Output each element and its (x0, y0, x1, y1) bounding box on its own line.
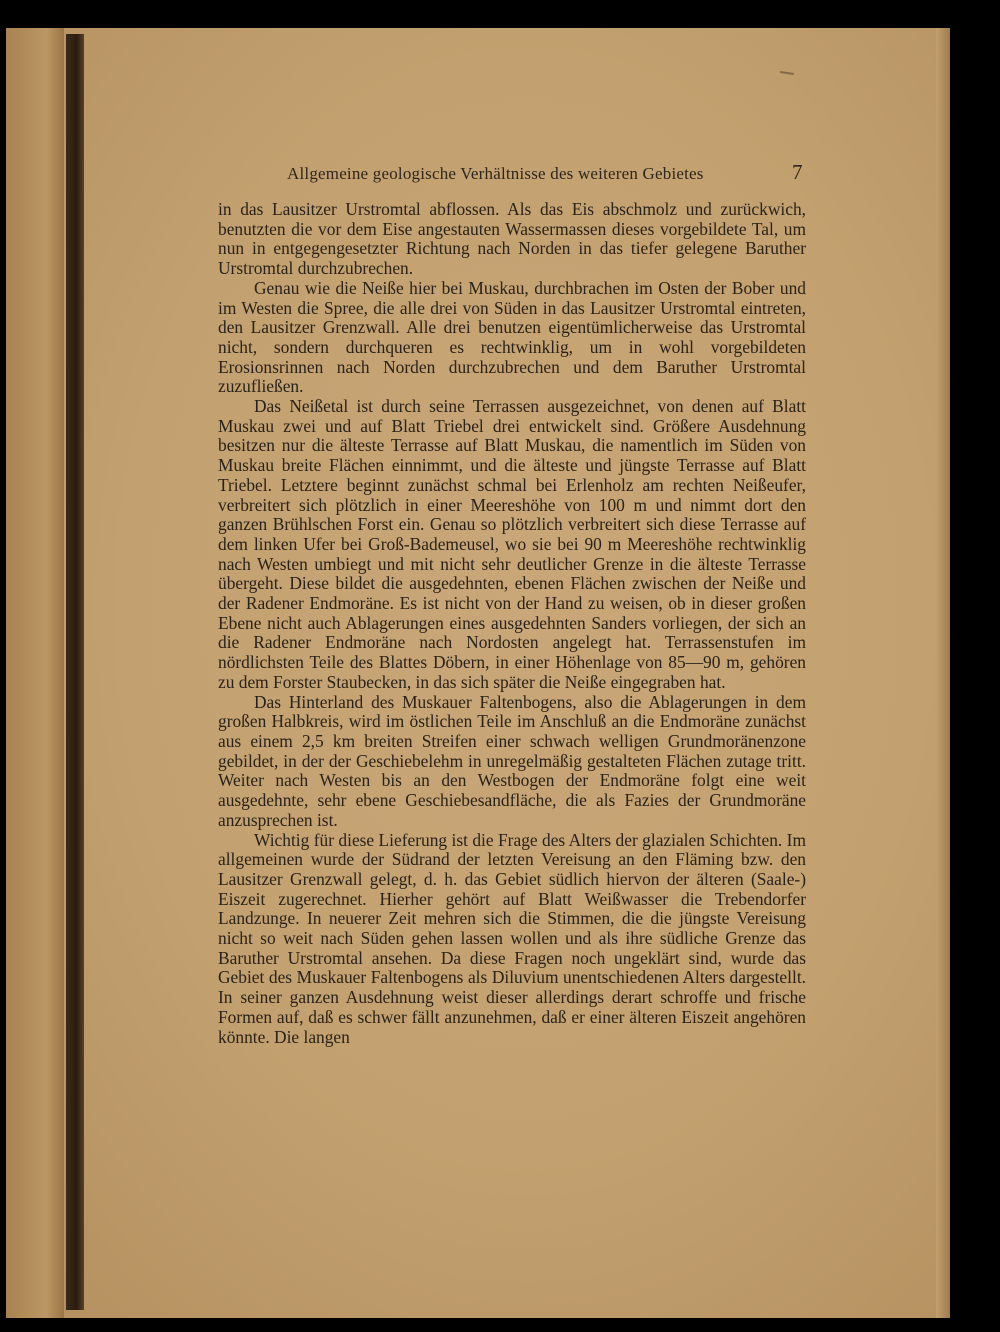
paragraph: Das Hinterland des Muskauer Faltenbogens, also die Ablagerungen in dem großen Halbkreis, wird im östlichen Teile im Anschluß an die Endmoräne zunächst aus einem 2,5 km breiten Streifen einer schwach welligen Grundmoränenzone gebildet, in der der Geschiebelehm in unregelmäßig gestalteten Flächen zutage tritt. Weiter nach Westen bis an den Westbogen der Endmoräne folgt eine weit ausgedehnte, sehr ebene Geschiebesandfläche, die als Fazies der Grundmoräne anzusprechen ist. (218, 691, 806, 830)
paragraph: Das Neißetal ist durch seine Terrassen ausgezeichnet, von denen auf Blatt Muskau zwei und auf Blatt Triebel drei entwickelt sind. Größere Ausdehnung besitzen nur die älteste Terrasse auf Blatt Muskau, die namentlich im Süden von Muskau breite Flächen einnimmt, und die älteste und jüngste Terrasse auf Blatt Triebel. Letztere beginnt zunächst schmal bei Erlenholz am rechten Neißeufer, verbreitert sich plötzlich in einer Meereshöhe von 100 m und nimmt dort den ganzen Brühlschen Forst ein. Genau so plötzlich verbreitert sich diese Terrasse auf dem linken Ufer bei Groß-Bademeusel, wo sie bei 90 m Meereshöhe rechtwinklig nach Westen umbiegt und mit nicht sehr deutlicher Grenze in die älteste Terrasse übergeht. Diese bildet die ausgedehnten, ebenen Flächen zwischen der Neiße und der Radener Endmoräne. Es ist nicht von der Hand zu weisen, ob in dieser großen Ebene nicht auch Ablagerungen eines ausgedehnten Sanders vorliegen, der sich an die Radener Endmoräne nach Nordosten angelegt hat. Terrassenstufen im nördlichsten Teile des Blattes Döbern, in einer Höhenlage von 85—90 m, gehören zu dem Forster Staubecken, in das sich später die Neiße eingegraben hat. (218, 396, 806, 692)
page-right-edge (936, 28, 950, 1318)
paragraph: in das Lausitzer Urstromtal abflossen. Als das Eis abschmolz und zurückwich, benutzten die vor dem Eise angestauten Wassermassen dieses vorgebildete Tal, um nun in entgegengesetzter Richtung nach Norden in das tiefer gelegene Baruther Urstromtal durchzubrechen. (218, 199, 806, 279)
page-number: 7 (792, 160, 803, 184)
paragraph: Genau wie die Neiße hier bei Muskau, durchbrachen im Osten der Bober und im Westen die Spree, die alle drei von Süden in das Lausitzer Urstromtal eintreten, den Lausitzer Grenzwall. Alle drei benutzen eigentümlicherweise das Urstromtal nicht, sondern durchqueren es rechtwinklig, um in wohl vorgebildeten Erosionsrinnen nach Norden durchzubrechen und dem Baruther Urstromtal zuzufließen. (218, 277, 806, 397)
book-spine-gutter (66, 34, 84, 1310)
page-left-margin-shadow (6, 28, 64, 1318)
body-text (218, 200, 806, 1047)
running-title: Allgemeine geologische Verhältnisse des weiteren Gebietes (287, 164, 704, 183)
paragraph: Wichtig für diese Lieferung ist die Frage des Alters der glazialen Schichten. Im allgemeinen wurde der Südrand der letzten Vereisung an den Fläming bzw. den Lausitzer Grenzwall gelegt, d. h. das Gebiet südlich hiervon der älteren (Saale-) Eiszeit zugerechnet. Hierher gehört auf Blatt Weißwasser die Trebendorfer Landzunge. In neuerer Zeit mehren sich die Stimmen, die die jüngste Vereisung nicht so weit nach Süden gehen lassen wollen und als ihre südliche Grenze das Baruther Urstromtal ansehen. Da diese Fragen noch ungeklärt sind, wurde das Gebiet des Muskauer Faltenbogens als Diluvium unentschiedenen Alters dargestellt. In seiner ganzen Ausdehnung weist dieser allerdings derart schroffe und frische Formen auf, daß es schwer fällt anzunehmen, daß er einer älteren Eiszeit angehören könnte. Die langen (218, 829, 806, 1047)
